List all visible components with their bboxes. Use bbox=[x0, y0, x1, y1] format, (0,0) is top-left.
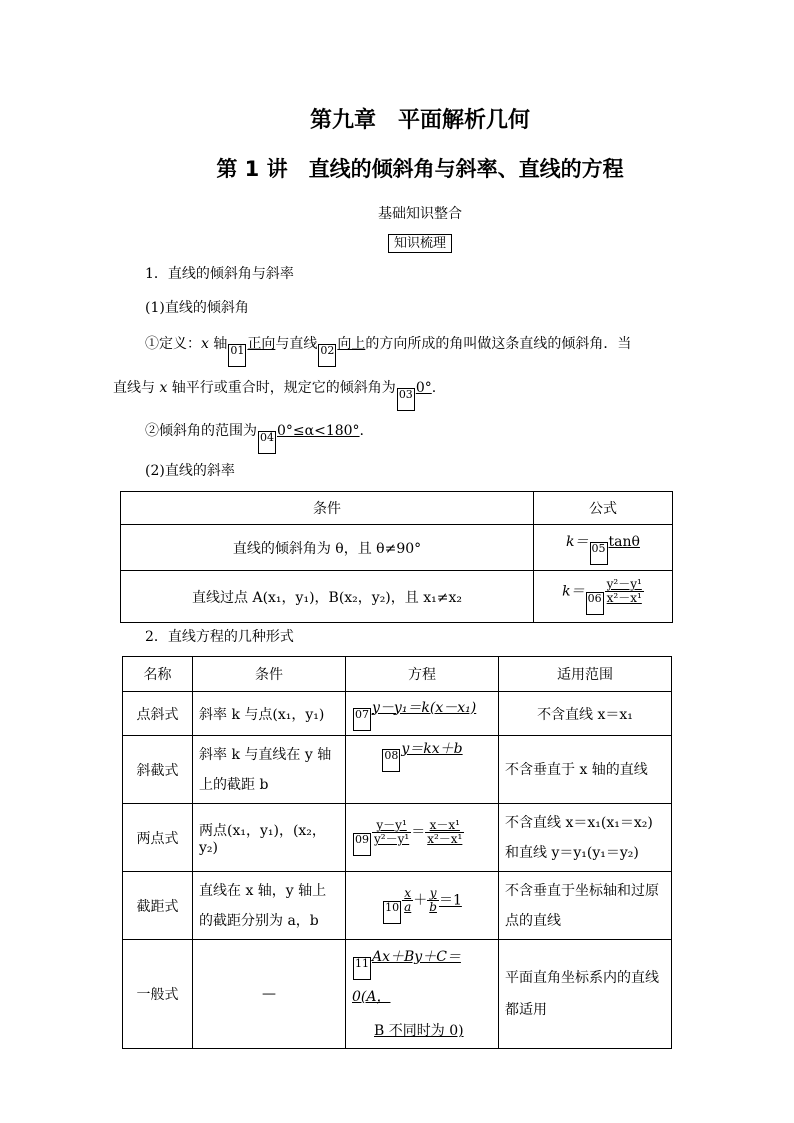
answer-02: 向上 bbox=[337, 336, 366, 352]
def-a: ①定义： bbox=[145, 336, 201, 352]
row-name: 斜截式 bbox=[123, 736, 193, 804]
row1-formula bbox=[534, 525, 673, 571]
answer-10-x-denominator: a bbox=[404, 900, 412, 915]
answer-09-left-fraction bbox=[372, 819, 411, 846]
answer-09-right-denominator: x²－x¹ bbox=[427, 832, 463, 847]
table-row bbox=[123, 692, 672, 736]
header-condition: 条件 bbox=[121, 492, 534, 525]
range-end: . bbox=[359, 423, 364, 439]
row-equation bbox=[346, 692, 499, 736]
answer-number-05: 05 bbox=[590, 542, 608, 565]
row-condition: 斜率 k 与直线在 y 轴上的截距 b bbox=[193, 736, 346, 804]
row-name: 两点式 bbox=[123, 804, 193, 872]
answer-10-y-numerator: y bbox=[427, 887, 439, 901]
section2-heading: 2．直线方程的几种形式 bbox=[145, 629, 294, 645]
row-condition: — bbox=[193, 940, 346, 1049]
answer-09-left-denominator: y²－y¹ bbox=[374, 832, 410, 847]
answer-number-01: 01 bbox=[228, 344, 246, 367]
row-scope: 不含垂直于 x 轴的直线 bbox=[499, 736, 672, 804]
def-x: x bbox=[201, 336, 209, 352]
answer-10-tail: ＝1 bbox=[438, 892, 462, 909]
answer-number-02: 02 bbox=[318, 344, 336, 367]
row-equation bbox=[346, 736, 499, 804]
knowledge-box bbox=[0, 232, 794, 251]
answer-number-07: 07 bbox=[353, 708, 371, 731]
def2-x: x bbox=[159, 380, 168, 396]
table-row bbox=[121, 571, 673, 623]
answer-number-09: 09 bbox=[353, 833, 371, 856]
answer-09-equals: ＝ bbox=[411, 824, 426, 841]
row2-formula bbox=[534, 571, 673, 623]
slope-table bbox=[120, 491, 673, 623]
answer-10-x-fraction bbox=[402, 887, 413, 914]
def-c: 与直线 bbox=[275, 336, 318, 352]
table-row bbox=[123, 804, 672, 872]
answer-number-06: 06 bbox=[586, 592, 604, 615]
answer-11-line2 bbox=[352, 1014, 492, 1048]
table-row bbox=[123, 872, 672, 940]
row2-condition: 直线过点 A(x₁，y₁)，B(x₂，y₂)，且 x₁≠x₂ bbox=[121, 571, 534, 623]
slope-table-header bbox=[121, 492, 673, 525]
row-scope: 平面直角坐标系内的直线都适用 bbox=[499, 940, 672, 1049]
answer-11-part2: B 不同时为 0) bbox=[374, 1023, 464, 1039]
answer-11-part1: Ax＋By＋C＝0(A， bbox=[352, 949, 461, 1005]
row-name: 一般式 bbox=[123, 940, 193, 1049]
subtitle: 基础知识整合 bbox=[378, 206, 462, 222]
row-scope: 不含垂直于坐标轴和过原点的直线 bbox=[499, 872, 672, 940]
answer-10-y-fraction bbox=[427, 887, 439, 914]
row-condition: 直线在 x 轴，y 轴上的截距分别为 a，b bbox=[193, 872, 346, 940]
answer-08: y＝kx＋b bbox=[401, 741, 463, 757]
table-row bbox=[123, 736, 672, 804]
answer-06-numerator: y²－y¹ bbox=[606, 577, 642, 592]
answer-09-right-numerator: x－x¹ bbox=[425, 819, 464, 833]
answer-number-10: 10 bbox=[383, 901, 401, 924]
section1-heading: 1．直线的倾斜角与斜率 bbox=[145, 266, 294, 282]
answer-number-08: 08 bbox=[382, 749, 400, 772]
line-equation-table bbox=[122, 656, 672, 1049]
answer-09-left-numerator: y－y¹ bbox=[372, 819, 411, 833]
answer-04: 0°≤α<180° bbox=[277, 423, 360, 439]
answer-01: 正向 bbox=[247, 336, 276, 352]
table-row bbox=[121, 525, 673, 571]
def2-b: 轴平行或重合时，规定它的倾斜角为 bbox=[167, 380, 396, 396]
definition-line2 bbox=[113, 377, 436, 411]
answer-05: tanθ bbox=[608, 533, 640, 550]
answer-06-denominator: x²－x¹ bbox=[606, 591, 642, 606]
row1-k: k＝ bbox=[566, 533, 589, 550]
definition-line1 bbox=[145, 333, 631, 367]
row-condition: 两点(x₁，y₁)，(x₂，y₂) bbox=[193, 804, 346, 872]
def2-end: . bbox=[431, 380, 437, 396]
answer-11-line1 bbox=[352, 940, 492, 1014]
row-name: 截距式 bbox=[123, 872, 193, 940]
header-formula: 公式 bbox=[534, 492, 673, 525]
answer-10-y-denominator: b bbox=[429, 900, 437, 915]
row-scope: 不含直线 x＝x₁ bbox=[499, 692, 672, 736]
answer-09-right-fraction bbox=[425, 819, 464, 846]
header-equation: 方程 bbox=[346, 657, 499, 692]
row-equation bbox=[346, 940, 499, 1049]
range-a: ②倾斜角的范围为 bbox=[145, 423, 257, 439]
equation-table-header bbox=[123, 657, 672, 692]
row1-condition: 直线的倾斜角为 θ，且 θ≠90° bbox=[121, 525, 534, 571]
section1-sub1: (1)直线的倾斜角 bbox=[145, 300, 249, 316]
row-equation bbox=[346, 804, 499, 872]
answer-10-plus: ＋ bbox=[413, 892, 428, 909]
lecture-title: 第 1 讲 直线的倾斜角与斜率、直线的方程 bbox=[216, 157, 624, 181]
knowledge-box-label: 知识梳理 bbox=[388, 234, 452, 253]
header-scope: 适用范围 bbox=[499, 657, 672, 692]
def2-a: 直线与 bbox=[113, 380, 160, 396]
answer-number-03: 03 bbox=[397, 388, 415, 411]
answer-07: y－y₁＝k(x－x₁) bbox=[372, 699, 477, 716]
answer-06-fraction bbox=[605, 578, 644, 605]
header-condition: 条件 bbox=[193, 657, 346, 692]
answer-03: 0° bbox=[415, 380, 432, 396]
section1-sub2: (2)直线的斜率 bbox=[145, 463, 235, 479]
table-row bbox=[123, 940, 672, 1049]
answer-10-x-numerator: x bbox=[402, 887, 413, 901]
row2-k: k＝ bbox=[562, 583, 585, 600]
answer-number-04: 04 bbox=[258, 431, 276, 454]
def-d: 的方向所成的角叫做这条直线的倾斜角．当 bbox=[365, 336, 632, 352]
chapter-title: 第九章 平面解析几何 bbox=[309, 108, 530, 133]
row-scope: 不含直线 x＝x₁(x₁＝x₂)和直线 y＝y₁(y₁＝y₂) bbox=[499, 804, 672, 872]
row-condition: 斜率 k 与点(x₁，y₁) bbox=[193, 692, 346, 736]
answer-number-11: 11 bbox=[353, 957, 371, 980]
row-equation bbox=[346, 872, 499, 940]
range-line bbox=[145, 420, 364, 454]
def-b: 轴 bbox=[208, 336, 228, 352]
row-name: 点斜式 bbox=[123, 692, 193, 736]
header-name: 名称 bbox=[123, 657, 193, 692]
